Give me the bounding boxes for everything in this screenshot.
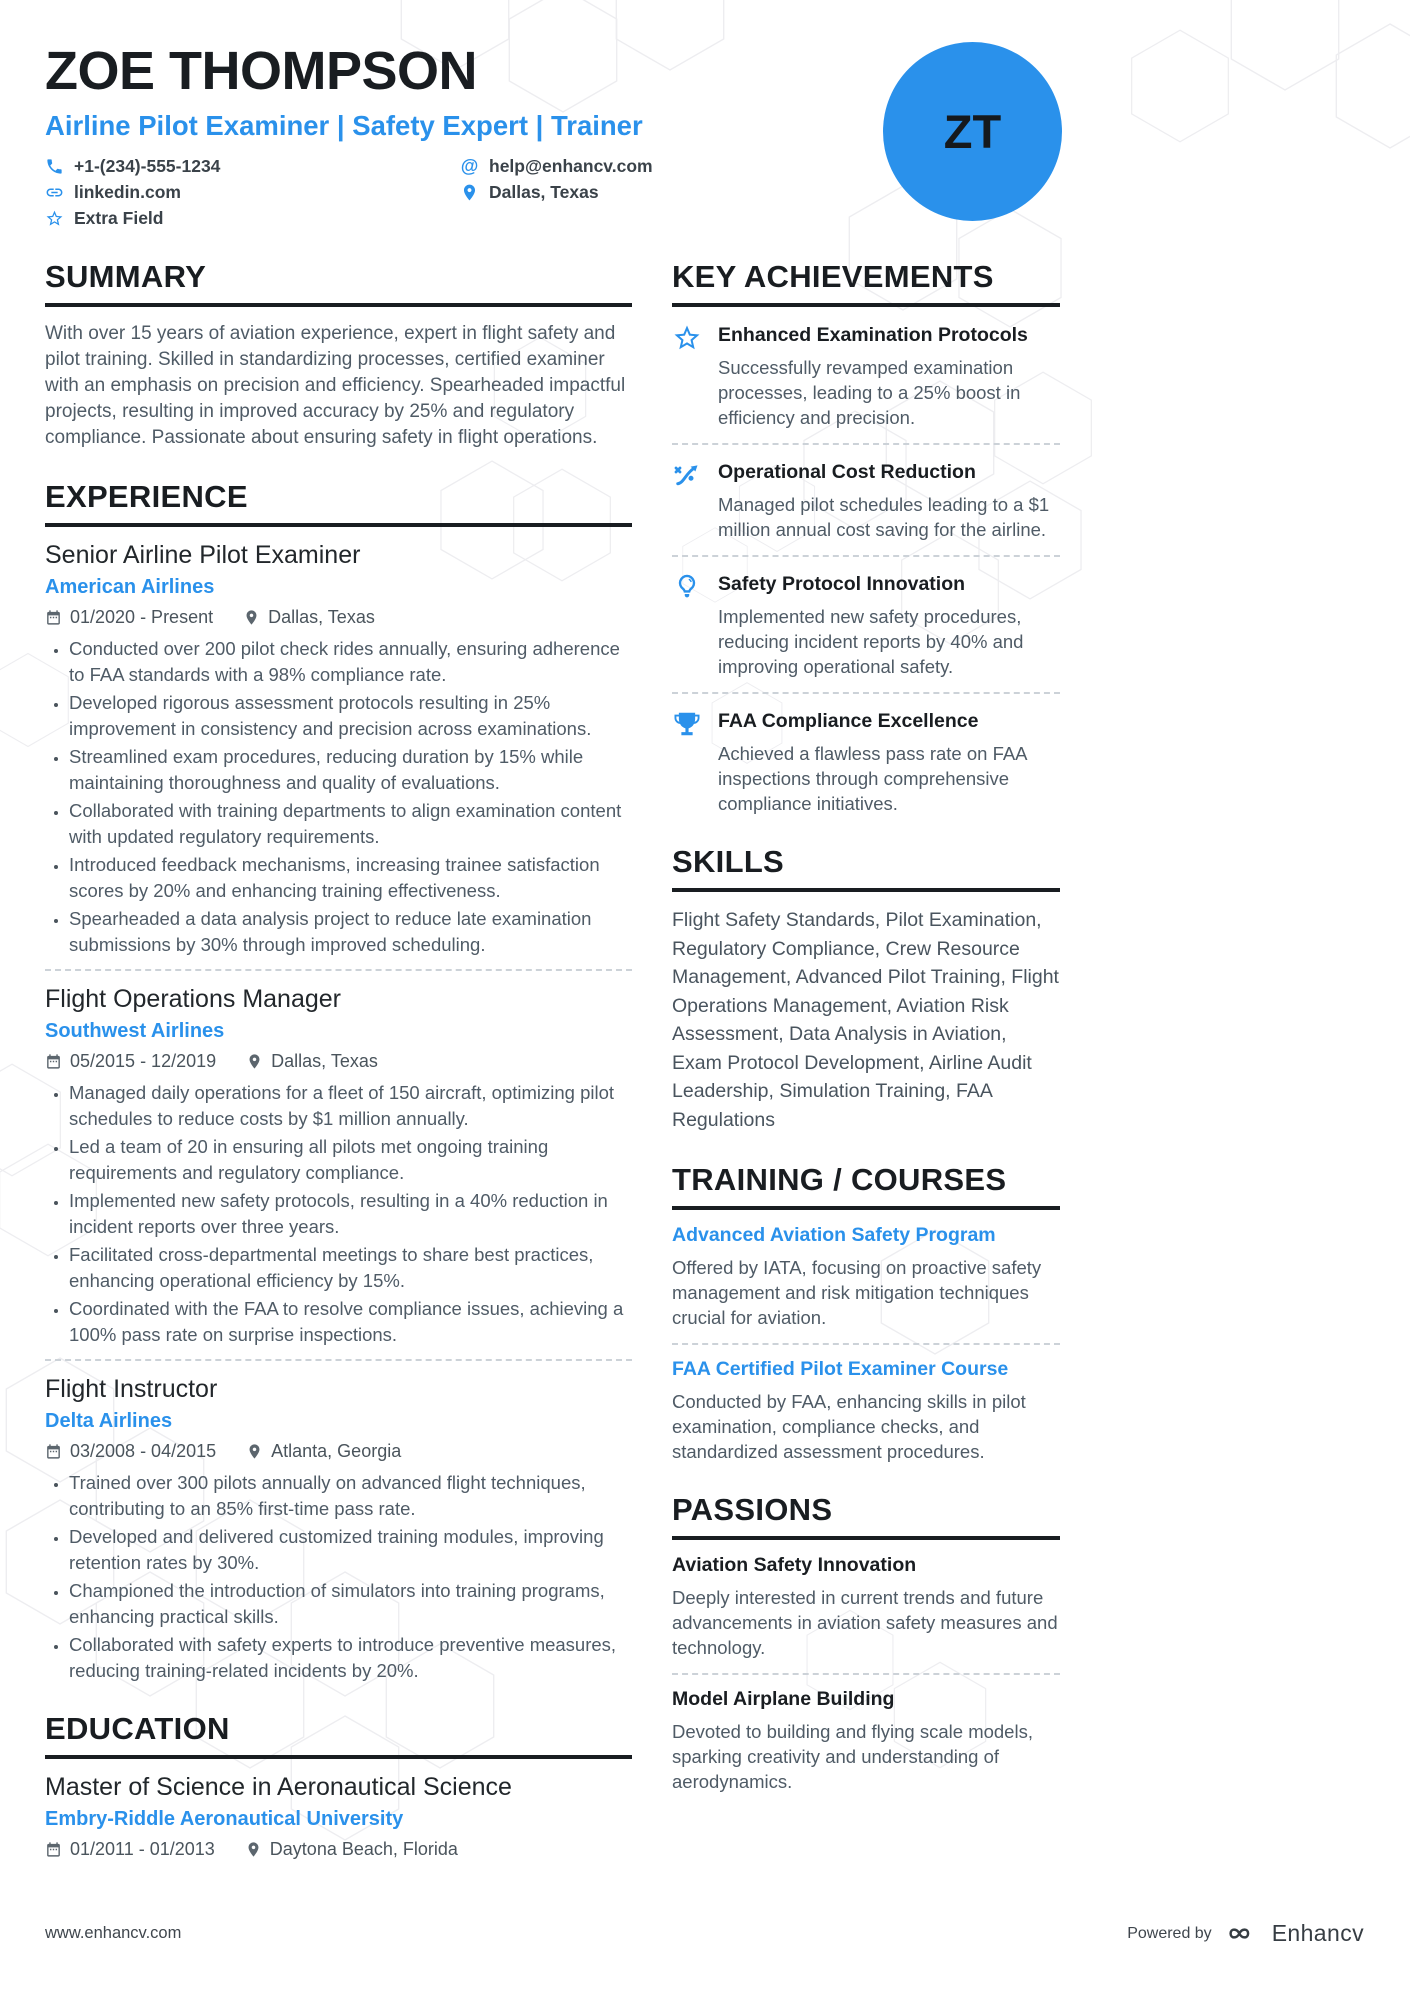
job-location-text: Atlanta, Georgia (271, 1441, 402, 1461)
education-location-text: Daytona Beach, Florida (269, 1839, 458, 1859)
star-outline-icon (672, 321, 704, 430)
job-meta (45, 1051, 632, 1072)
company-name[interactable]: Southwest Airlines (45, 1020, 225, 1042)
education-dates (45, 1839, 215, 1860)
extra-field-label: Extra Field (74, 208, 164, 228)
link-icon (45, 183, 64, 202)
job-location-text: Dallas, Texas (268, 607, 375, 627)
linkedin-contact[interactable] (45, 182, 460, 203)
achievement-item (672, 321, 1060, 430)
extra-field-contact (45, 208, 460, 229)
bullet-item: • Led a team of 20 in ensuring all pilots met ongoing training requirements and regulatory compliance. (69, 1134, 632, 1185)
job-title: Flight Operations Manager (45, 985, 341, 1013)
education-section (45, 1711, 632, 1860)
course-text: Conducted by FAA, enhancing skills in pilot examination, compliance checks, and standardized assessment procedures. (672, 1391, 1026, 1462)
contact-info (45, 156, 1365, 229)
experience-section (45, 479, 632, 1683)
job-bullets (45, 1470, 632, 1683)
calendar-icon (45, 1443, 62, 1460)
job-location (246, 1051, 378, 1072)
linkedin-url: linkedin.com (74, 182, 181, 202)
job-location (243, 607, 375, 628)
pin-icon (243, 609, 260, 626)
job-location-text: Dallas, Texas (271, 1051, 378, 1071)
summary-section (45, 259, 632, 451)
trophy-icon (672, 707, 704, 816)
experience-heading: EXPERIENCE (45, 479, 632, 527)
education-heading: EDUCATION (45, 1711, 632, 1759)
achievement-content (718, 321, 1060, 430)
company-name[interactable]: American Airlines (45, 576, 215, 598)
at-icon: @ (460, 156, 479, 176)
achievement-title: Operational Cost Reduction (718, 461, 976, 483)
achievement-text: Managed pilot schedules leading to a $1 million annual cost saving for the airline. (718, 494, 1050, 540)
bullet-item: • Developed rigorous assessment protocols resulting in 25% improvement in consistency and precision across examinations. (69, 690, 632, 741)
strategy-icon (672, 458, 704, 542)
email-contact[interactable] (460, 156, 653, 177)
contact-column-right (460, 156, 653, 229)
achievement-content (718, 458, 1060, 542)
passion-title: Model Airplane Building (672, 1688, 895, 1710)
job-entry (45, 985, 632, 1347)
achievement-title: Safety Protocol Innovation (718, 573, 966, 595)
bullet-item: • Streamlined exam procedures, reducing duration by 15% while maintaining thoroughness and quality of evaluations. (69, 744, 632, 795)
bullet-item: • Coordinated with the FAA to resolve compliance issues, achieving a 100% pass rate on surprise inspections. (69, 1296, 632, 1347)
job-dates (45, 607, 213, 628)
education-dates-text: 01/2011 - 01/2013 (70, 1839, 215, 1859)
course-item (672, 1358, 1060, 1464)
summary-text: With over 15 years of aviation experience, expert in flight safety and pilot training. Skilled in standardizing processes, certified examiner with an emphasis on precision and efficiency. Spearheaded impactful projects, resulting in improved accuracy by 25% and regulatory compliance. Passionate about ensuring safety in flight operations. (45, 323, 626, 448)
divider (672, 1343, 1060, 1345)
bullet-item: • Developed and delivered customized training modules, improving retention rates by 30%. (69, 1524, 632, 1575)
divider (672, 555, 1060, 557)
achievement-text: Achieved a flawless pass rate on FAA inspections through comprehensive compliance initiatives. (718, 743, 1027, 814)
phone-icon (45, 157, 64, 176)
calendar-icon (45, 1841, 62, 1858)
contact-column-left (45, 156, 460, 229)
pin-icon (246, 1053, 263, 1070)
powered-by-label: Powered by (1127, 1924, 1212, 1942)
job-meta (45, 607, 632, 628)
bullet-item: • Collaborated with training departments to align examination content with updated regulatory requirements. (69, 798, 632, 849)
divider (672, 1673, 1060, 1675)
candidate-title: Airline Pilot Examiner | Safety Expert | Trainer (45, 110, 643, 141)
passion-item (672, 1554, 1060, 1660)
job-dates-text: 01/2020 - Present (70, 607, 214, 627)
job-dates-text: 03/2008 - 04/2015 (70, 1441, 217, 1461)
achievement-item (672, 458, 1060, 542)
bullet-item: • Trained over 300 pilots annually on advanced flight techniques, contributing to an 85% first-time pass rate. (69, 1470, 632, 1521)
pin-icon (245, 1841, 262, 1858)
bullet-item: • Implemented new safety protocols, resulting in a 40% reduction in incident reports over three years. (69, 1188, 632, 1239)
school-name[interactable]: Embry-Riddle Aeronautical University (45, 1808, 404, 1830)
achievement-text: Successfully revamped examination processes, leading to a 25% boost in efficiency and precision. (718, 357, 1021, 428)
achievement-content (718, 707, 1060, 816)
achievement-title: FAA Compliance Excellence (718, 710, 979, 732)
divider (45, 1359, 632, 1361)
course-item (672, 1224, 1060, 1330)
divider (672, 692, 1060, 694)
achievement-content (718, 570, 1060, 679)
left-column (45, 259, 632, 1888)
lightbulb-icon (672, 570, 704, 679)
calendar-icon (45, 609, 62, 626)
bullet-item: • Facilitated cross-departmental meetings to share best practices, enhancing operational efficiency by 15%. (69, 1242, 632, 1293)
passion-title: Aviation Safety Innovation (672, 1554, 917, 1576)
course-title[interactable]: FAA Certified Pilot Examiner Course (672, 1358, 1009, 1380)
job-dates-text: 05/2015 - 12/2019 (70, 1051, 217, 1071)
course-text: Offered by IATA, focusing on proactive safety management and risk mitigation techniques crucial for aviation. (672, 1257, 1042, 1328)
skills-section (672, 844, 1060, 1134)
achievement-item (672, 570, 1060, 679)
job-entry (45, 541, 632, 957)
email-address: help@enhancv.com (489, 156, 653, 176)
passions-heading: PASSIONS (672, 1492, 1060, 1540)
job-bullets (45, 636, 632, 957)
job-title: Flight Instructor (45, 1375, 218, 1403)
job-location (246, 1441, 401, 1462)
bullet-item: • Managed daily operations for a fleet of 150 aircraft, optimizing pilot schedules to reduce costs by $1 million annually. (69, 1080, 632, 1131)
bullet-item: • Introduced feedback mechanisms, increasing trainee satisfaction scores by 20% and enhancing training effectiveness. (69, 852, 632, 903)
divider (45, 969, 632, 971)
candidate-name: ZOE THOMPSON (45, 41, 478, 101)
location-icon (460, 183, 479, 202)
education-meta (45, 1839, 632, 1860)
enhancv-logo-icon[interactable] (1223, 1920, 1261, 1947)
job-dates (45, 1441, 216, 1462)
bullet-item: • Collaborated with safety experts to introduce preventive measures, reducing training-related incidents by 20%. (69, 1632, 632, 1683)
skills-heading: SKILLS (672, 844, 1060, 892)
key-achievements-heading: KEY ACHIEVEMENTS (672, 259, 1060, 307)
pin-icon (246, 1443, 263, 1460)
resume-body (0, 229, 1410, 1888)
page-footer (45, 1920, 1364, 1947)
bullet-item: • Championed the introduction of simulators into training programs, enhancing practical skills. (69, 1578, 632, 1629)
right-column (672, 259, 1060, 1888)
passion-item (672, 1688, 1060, 1794)
job-bullets (45, 1080, 632, 1347)
job-title: Senior Airline Pilot Examiner (45, 541, 361, 569)
powered-by (1127, 1920, 1364, 1947)
achievement-item (672, 707, 1060, 816)
achievement-title: Enhanced Examination Protocols (718, 324, 1028, 346)
calendar-icon (45, 1053, 62, 1070)
job-meta (45, 1441, 632, 1462)
avatar (883, 42, 1062, 221)
summary-heading: SUMMARY (45, 259, 632, 307)
job-dates (45, 1051, 216, 1072)
education-location (245, 1839, 458, 1860)
divider (672, 443, 1060, 445)
key-achievements-section (672, 259, 1060, 816)
location-text: Dallas, Texas (489, 182, 599, 202)
avatar-initials: ZT (943, 105, 1002, 158)
company-name[interactable]: Delta Airlines (45, 1410, 173, 1432)
phone-number: +1-(234)-555-1234 (74, 156, 221, 176)
phone-contact[interactable] (45, 156, 460, 177)
bullet-item: • Conducted over 200 pilot check rides annually, ensuring adherence to FAA standards with a 98% compliance rate. (69, 636, 632, 687)
passion-text: Devoted to building and flying scale models, sparking creativity and understanding of aerodynamics. (672, 1721, 1033, 1792)
website-link[interactable]: www.enhancv.com (45, 1924, 182, 1942)
skills-list: Flight Safety Standards, Pilot Examination, Regulatory Compliance, Crew Resource Management, Advanced Pilot Training, Flight Operations Management, Aviation Risk Assessment, Data Analysis in Aviation, Exam Protocol Development, Airline Audit Leadership, Simulation Training, FAA Regulations (672, 909, 1059, 1131)
passions-section (672, 1492, 1060, 1794)
location-contact (460, 182, 653, 203)
course-title[interactable]: Advanced Aviation Safety Program (672, 1224, 996, 1246)
passion-text: Deeply interested in current trends and future advancements in aviation safety measures and technology. (672, 1587, 1058, 1658)
resume-header (0, 0, 1410, 229)
training-section (672, 1162, 1060, 1464)
training-heading: TRAINING / COURSES (672, 1162, 1060, 1210)
achievement-text: Implemented new safety procedures, reducing incident reports by 40% and improving operational safety. (718, 606, 1024, 677)
job-entry (45, 1375, 632, 1683)
bullet-item: • Spearheaded a data analysis project to reduce late examination submissions by 30% through improved scheduling. (69, 906, 632, 957)
star-icon (45, 209, 64, 228)
brand-name[interactable]: Enhancv (1271, 1920, 1364, 1946)
degree-title: Master of Science in Aeronautical Science (45, 1773, 512, 1801)
